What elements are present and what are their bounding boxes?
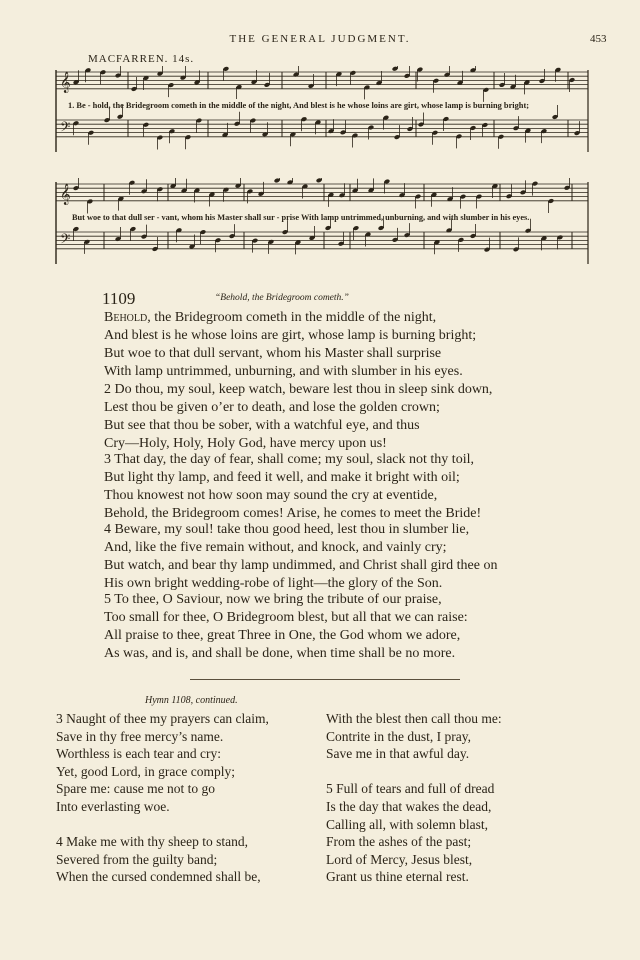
stanza-line: Spare me: cause me not to go [56, 781, 215, 797]
page-number: 453 [590, 33, 607, 45]
stanza-line: Yet, good Lord, in grace comply; [56, 763, 235, 779]
stanza-1 [104, 309, 564, 381]
stanza-line: Too small for thee, O Bridegroom blest, but all that we can raise: [104, 610, 468, 625]
continued-title: Hymn 1108, continued. [145, 695, 238, 706]
stanza-line: From the ashes of the past; [326, 834, 472, 850]
stanza-line: And, like the five remain without, and knock, and vainly cry; [104, 540, 447, 555]
stanza-line: Behold, the Bridegroom cometh in the middle of the night, [104, 310, 437, 325]
hymn-number: 1109 [102, 289, 136, 308]
stanza-line: 5 Full of tears and full of dread [326, 781, 495, 797]
stanza-line: But light thy lamp, and feed it well, and make it bright with oil; [104, 470, 460, 485]
continued-left-column [56, 710, 326, 886]
continued-right-column [326, 710, 596, 886]
stanza-line: All praise to thee, great Three in One, the God whom we adore, [104, 628, 461, 643]
stanza-line: 3 Naught of thee my prayers can claim, [56, 711, 269, 726]
stanza-line: Is the day that wakes the dead, [326, 798, 492, 814]
stanza-line: With lamp untrimmed, unburning, and with slumber in his eyes. [104, 364, 463, 379]
stanza-line: Thou knowest not how soon may sound the cry at eventide, [104, 488, 438, 503]
stanza-4 [104, 521, 564, 593]
stanza-line: But see that thou be sober, with a watchful eye, and thus [104, 418, 420, 433]
stanza-first-word: Behold [104, 310, 148, 325]
music-system-2 [48, 178, 593, 274]
system-1-lyric: 1. Be - hold, the Bridegroom cometh in the middle of the night, And blest is he whose loins are girt, whose lamp is burning bright; [68, 101, 530, 110]
bass-clef-icon: 𝄢 [60, 231, 71, 250]
stanza-line: Contrite in the dust, I pray, [326, 728, 471, 744]
music-staff-2 [48, 178, 593, 274]
stanza-line: Severed from the guilty band; [56, 851, 218, 867]
stanza-line: Save me in that awful day. [326, 746, 470, 762]
tune-name: MACFARREN. 14s. [88, 53, 195, 65]
stanza-line: Save in thy free mercy’s name. [56, 728, 224, 744]
stanza-line: 2 Do thou, my soul, keep watch, beware lest thou in sleep sink down, [104, 382, 493, 397]
system-2-lyric: But woe to that dull ser - vant, whom his Master shall sur - prise With lamp untrimmed, unburning, and with slumber in his eyes. [72, 213, 530, 222]
stanza-line: Worthless is each tear and cry: [56, 746, 221, 762]
stanza-line: 4 Beware, my soul! take thou good heed, lest thou in slumber lie, [104, 522, 470, 537]
treble-clef-icon: 𝄞 [60, 72, 71, 93]
stanza-line: 3 That day, the day of fear, shall come; my soul, slack not thy toil, [104, 452, 474, 467]
stanza-line: With the blest then call thou me: [326, 711, 502, 726]
stanza-3 [104, 451, 564, 523]
hymn-reference: “Behold, the Bridegroom cometh.” [215, 293, 349, 303]
stanza-line: Lord of Mercy, Jesus blest, [326, 851, 473, 867]
stanza-line: Into everlasting woe. [56, 798, 170, 814]
stanza-line: As was, and is, and shall be done, when time shall be no more. [104, 646, 456, 661]
stanza-line: But woe to that dull servant, whom his Master shall surprise [104, 346, 442, 361]
music-system-1 [48, 66, 593, 162]
section-divider [190, 679, 460, 680]
music-staff-1 [48, 66, 593, 162]
stanza-5 [104, 591, 564, 663]
stanza-line: When the cursed condemned shall be, [56, 869, 261, 885]
stanza-line: Grant us thine eternal rest. [326, 869, 469, 885]
stanza-line: Cry—Holy, Holy, Holy God, have mercy upon us! [104, 436, 387, 451]
bass-clef-icon: 𝄢 [60, 119, 71, 138]
treble-clef-icon: 𝄞 [60, 184, 71, 205]
stanza-line: 5 To thee, O Saviour, now we bring the tribute of our praise, [104, 592, 442, 607]
stanza-line: His own bright wedding-robe of light—the glory of the Son. [104, 576, 443, 591]
stanza-line: Calling all, with solemn blast, [326, 816, 488, 832]
running-title: THE GENERAL JUDGMENT. [229, 33, 411, 45]
stanza-line: And blest is he whose loins are girt, whose lamp is burning bright; [104, 328, 477, 343]
stanza-line: But watch, and bear thy lamp undimmed, and Christ shall gird thee on [104, 558, 498, 573]
stanza-line: Lest thou be given o’er to death, and lose the golden crown; [104, 400, 440, 415]
stanza-line: Behold, the Bridegroom comes! Arise, he comes to meet the Bride! [104, 506, 482, 521]
stanza-2 [104, 381, 564, 453]
stanza-line: 4 Make me with thy sheep to stand, [56, 834, 248, 850]
